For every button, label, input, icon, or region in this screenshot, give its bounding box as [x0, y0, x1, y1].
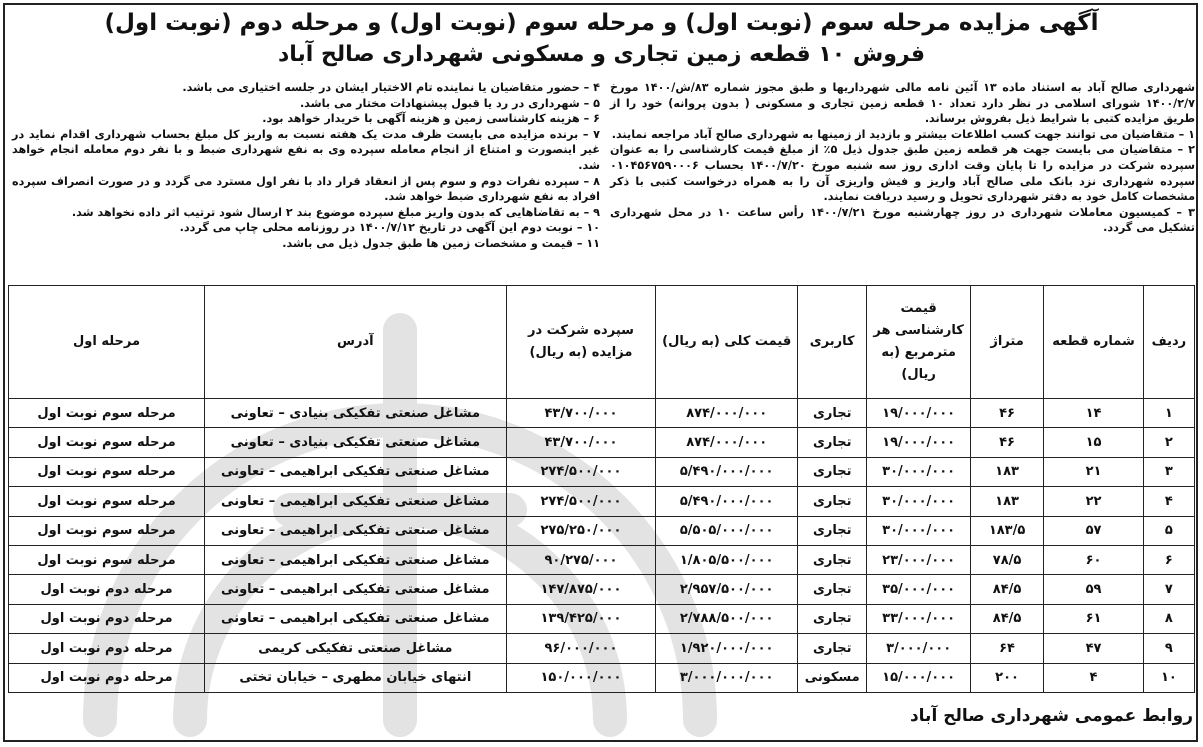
cell-usage: تجاری: [798, 575, 867, 604]
cell-total-price: ۳/۰۰۰/۰۰۰/۰۰۰: [656, 663, 798, 692]
cell-deposit: ۲۷۵/۲۵۰/۰۰۰: [506, 516, 656, 545]
cell-row-number: ۶: [1143, 545, 1194, 574]
cell-usage: تجاری: [798, 487, 867, 516]
cell-total-price: ۵/۴۹۰/۰۰۰/۰۰۰: [656, 487, 798, 516]
cell-lot-number: ۴۷: [1044, 634, 1144, 663]
cell-area: ۸۴/۵: [970, 604, 1043, 633]
condition-item: ۲ – متقاضیان می بایست جهت هر قطعه زمین طبق جدول ذیل ۵٪ از مبلغ قیمت کارشناسی را به عنوان سپرده شرکت در مزایده را تا پایان وقت اداری روز سه شنبه مورخ ۱۴۰۰/۷/۲۰ بحساب ۰۱۰۴۵۶۷۵۹۰۰۰۶ سپرده شهرداری نزد بانک ملی صالح آباد واریز و فیش واریزی آن را به همراه درخواست کتبی با ذکر مشخصات کامل خود به دفتر شهرداری تحویل و رسید دریافت نمایند.: [610, 143, 1195, 204]
cell-deposit: ۲۷۴/۵۰۰/۰۰۰: [506, 457, 656, 486]
table-row: [9, 575, 1195, 604]
cell-area: ۱۸۳: [970, 487, 1043, 516]
public-relations-signature: روابط عمومی شهرداری صالح آباد: [909, 706, 1193, 726]
condition-item: ۱۰ – نوبت دوم این آگهی در تاریخ ۱۴۰۰/۷/۱۲ در روزنامه محلی چاپ می گردد.: [179, 221, 600, 235]
cell-stage: مرحله سوم نوبت اول: [9, 457, 205, 486]
cell-lot-number: ۵۹: [1044, 575, 1144, 604]
cell-lot-number: ۴: [1044, 663, 1144, 692]
condition-item: ۵ – شهرداری در رد یا قبول پیشنهادات مختار می باشد.: [299, 96, 600, 110]
header-row-number: ردیف: [1143, 286, 1194, 399]
cell-usage: مسکونی: [798, 663, 867, 692]
cell-unit-price: ۳۳/۰۰۰/۰۰۰: [867, 604, 971, 633]
cell-total-price: ۱/۹۲۰/۰۰۰/۰۰۰: [656, 634, 798, 663]
cell-row-number: ۱: [1143, 399, 1194, 428]
cell-stage: مرحله دوم نوبت اول: [9, 575, 205, 604]
announcement-title: آگهی مزایده مرحله سوم (نوبت اول) و مرحله سوم (نوبت اول) و مرحله دوم (نوبت اول): [104, 10, 1099, 36]
cell-stage: مرحله سوم نوبت اول: [9, 428, 205, 457]
table-row: [9, 487, 1195, 516]
header-unit-price: قیمت کارشناسی هر مترمربع (به ریال): [867, 286, 971, 399]
condition-item: ۶ – هزینه کارشناسی زمین و هزینه آگهی با خریدار خواهد بود.: [262, 112, 600, 126]
cell-lot-number: ۶۱: [1044, 604, 1144, 633]
cell-total-price: ۲/۹۵۷/۵۰۰/۰۰۰: [656, 575, 798, 604]
cell-total-price: ۱/۸۰۵/۵۰۰/۰۰۰: [656, 545, 798, 574]
cell-row-number: ۹: [1143, 634, 1194, 663]
cell-usage: تجاری: [798, 428, 867, 457]
cell-address: مشاغل صنعتی تفکیکی بنیادی – تعاونی: [205, 428, 507, 457]
cell-address: مشاغل صنعتی تفکیکی بنیادی – تعاونی: [205, 399, 507, 428]
cell-deposit: ۹۶/۰۰۰/۰۰۰: [506, 634, 656, 663]
cell-area: ۷۸/۵: [970, 545, 1043, 574]
cell-usage: تجاری: [798, 516, 867, 545]
cell-usage: تجاری: [798, 545, 867, 574]
cell-deposit: ۹۰/۲۷۵/۰۰۰: [506, 545, 656, 574]
cell-unit-price: ۱۹/۰۰۰/۰۰۰: [867, 428, 971, 457]
condition-item: ۱۱ – قیمت و مشخصات زمین ها طبق جدول ذیل می باشد.: [282, 236, 600, 250]
cell-total-price: ۲/۷۸۸/۵۰۰/۰۰۰: [656, 604, 798, 633]
cell-lot-number: ۲۲: [1044, 487, 1144, 516]
condition-item: ۳ – کمیسیون معاملات شهرداری در روز چهارشنبه مورخ ۱۴۰۰/۷/۲۱ رأس ساعت ۱۰ در محل شهرداری تشکیل می گردد.: [610, 205, 1195, 235]
cell-stage: مرحله دوم نوبت اول: [9, 663, 205, 692]
cell-row-number: ۱۰: [1143, 663, 1194, 692]
header-address: آدرس: [205, 286, 507, 399]
cell-lot-number: ۱۴: [1044, 399, 1144, 428]
cell-unit-price: ۳۰/۰۰۰/۰۰۰: [867, 487, 971, 516]
condition-item: ۴ – حضور متقاضیان یا نماینده تام الاختیار ایشان در جلسه اختیاری می باشد.: [182, 81, 600, 94]
cell-usage: تجاری: [798, 457, 867, 486]
cell-stage: مرحله دوم نوبت اول: [9, 634, 205, 663]
cell-usage: تجاری: [798, 399, 867, 428]
condition-item: ۸ – سپرده نفرات دوم و سوم پس از انعقاد قرار داد با نفر اول مسترد می گردد و در صورت انصراف سپرده افراد به نفع شهرداری ضبط خواهد شد.: [12, 174, 600, 204]
cell-total-price: ۸۷۴/۰۰۰/۰۰۰: [656, 399, 798, 428]
cell-deposit: ۱۴۷/۸۷۵/۰۰۰: [506, 575, 656, 604]
cell-area: ۶۴: [970, 634, 1043, 663]
table-row: [9, 663, 1195, 692]
table-row: [9, 516, 1195, 545]
table-row: [9, 545, 1195, 574]
cell-area: ۲۰۰: [970, 663, 1043, 692]
cell-address: مشاغل صنعتی تفکیکی ابراهیمی – تعاونی: [205, 516, 507, 545]
cell-row-number: ۴: [1143, 487, 1194, 516]
cell-area: ۸۴/۵: [970, 575, 1043, 604]
cell-deposit: ۴۳/۷۰۰/۰۰۰: [506, 399, 656, 428]
condition-item: ۷ – برنده مزایده می بایست ظرف مدت یک هفته نسبت به واریز کل مبلغ بحساب شهرداری اقدام نماید در غیر اینصورت و امتناع از انجام معامله سپرده وی به نفع شهرداری ضبط و با نفر دوم معامله انجام خواهد شد.: [12, 127, 600, 172]
header-area: متراژ: [970, 286, 1043, 399]
cell-deposit: ۱۳۹/۴۲۵/۰۰۰: [506, 604, 656, 633]
cell-unit-price: ۲۳/۰۰۰/۰۰۰: [867, 545, 971, 574]
cell-area: ۴۶: [970, 428, 1043, 457]
table-row: [9, 399, 1195, 428]
cell-lot-number: ۲۱: [1044, 457, 1144, 486]
cell-unit-price: ۱۵/۰۰۰/۰۰۰: [867, 663, 971, 692]
cell-address: مشاغل صنعتی تفکیکی کریمی: [205, 634, 507, 663]
table-row: [9, 634, 1195, 663]
cell-deposit: ۲۷۴/۵۰۰/۰۰۰: [506, 487, 656, 516]
condition-item: ۱ – متقاضیان می توانند جهت کسب اطلاعات بیشتر و بازدید از زمینها به شهرداری صالح آباد مراجعه نمایند.: [611, 127, 1195, 141]
header-stage: مرحله اول: [9, 286, 205, 399]
conditions-left-column: [12, 80, 600, 252]
cell-row-number: ۷: [1143, 575, 1194, 604]
header-deposit: سپرده شرکت در مزایده (به ریال): [506, 286, 656, 399]
cell-deposit: ۴۳/۷۰۰/۰۰۰: [506, 428, 656, 457]
cell-stage: مرحله سوم نوبت اول: [9, 545, 205, 574]
cell-usage: تجاری: [798, 604, 867, 633]
header-total-price: قیمت کلی (به ریال): [656, 286, 798, 399]
cell-unit-price: ۳۰/۰۰۰/۰۰۰: [867, 457, 971, 486]
cell-address: مشاغل صنعتی تفکیکی ابراهیمی – تعاونی: [205, 457, 507, 486]
cell-unit-price: ۱۹/۰۰۰/۰۰۰: [867, 399, 971, 428]
condition-item: ۹ – به تقاضاهایی که بدون واریز مبلغ سپرده موضوع بند ۲ ارسال شود ترتیب اثر داده نخواهد شد.: [71, 205, 600, 219]
announcement-subtitle: فروش ۱۰ قطعه زمین تجاری و مسکونی شهرداری صالح آباد: [277, 42, 926, 67]
cell-area: ۱۸۳: [970, 457, 1043, 486]
cell-stage: مرحله سوم نوبت اول: [9, 487, 205, 516]
table-row: [9, 428, 1195, 457]
table-row: [9, 457, 1195, 486]
table-header-row: [9, 286, 1195, 399]
cell-address: مشاغل صنعتی تفکیکی ابراهیمی – تعاونی: [205, 487, 507, 516]
cell-row-number: ۵: [1143, 516, 1194, 545]
cell-row-number: ۳: [1143, 457, 1194, 486]
cell-address: مشاغل صنعتی تفکیکی ابراهیمی – تعاونی: [205, 545, 507, 574]
cell-lot-number: ۵۷: [1044, 516, 1144, 545]
cell-stage: مرحله دوم نوبت اول: [9, 604, 205, 633]
cell-lot-number: ۱۵: [1044, 428, 1144, 457]
cell-unit-price: ۳/۰۰۰/۰۰۰: [867, 634, 971, 663]
land-parcels-table: [8, 285, 1195, 693]
cell-area: ۱۸۳/۵: [970, 516, 1043, 545]
header-usage: کاربری: [798, 286, 867, 399]
cell-total-price: ۵/۵۰۵/۰۰۰/۰۰۰: [656, 516, 798, 545]
cell-usage: تجاری: [798, 634, 867, 663]
intro-paragraph: شهرداری صالح آباد به استناد ماده ۱۳ آئین نامه مالی شهرداریها و طبق مجوز شماره ۸۳/ش/۱۴۰۰ مورخ ۱۴۰۰/۲/۷ شورای اسلامی در نظر دارد تعداد ۱۰ قطعه زمین تجاری و مسکونی ( بدون پروانه) خود را از طریق مزایده کتبی با شرایط ذیل بفروش برساند.: [610, 81, 1196, 126]
cell-address: انتهای خیابان مطهری – خیابان تختی: [205, 663, 507, 692]
cell-total-price: ۵/۴۹۰/۰۰۰/۰۰۰: [656, 457, 798, 486]
cell-unit-price: ۳۰/۰۰۰/۰۰۰: [867, 516, 971, 545]
header-lot-number: شماره قطعه: [1044, 286, 1144, 399]
cell-address: مشاغل صنعتی تفکیکی ابراهیمی – تعاونی: [205, 575, 507, 604]
cell-stage: مرحله سوم نوبت اول: [9, 399, 205, 428]
cell-lot-number: ۶۰: [1044, 545, 1144, 574]
cell-total-price: ۸۷۴/۰۰۰/۰۰۰: [656, 428, 798, 457]
cell-area: ۴۶: [970, 399, 1043, 428]
conditions-right-column: [610, 80, 1195, 236]
cell-deposit: ۱۵۰/۰۰۰/۰۰۰: [506, 663, 656, 692]
cell-row-number: ۲: [1143, 428, 1194, 457]
cell-address: مشاغل صنعتی تفکیکی ابراهیمی – تعاونی: [205, 604, 507, 633]
cell-unit-price: ۳۵/۰۰۰/۰۰۰: [867, 575, 971, 604]
cell-stage: مرحله سوم نوبت اول: [9, 516, 205, 545]
cell-row-number: ۸: [1143, 604, 1194, 633]
table-row: [9, 604, 1195, 633]
